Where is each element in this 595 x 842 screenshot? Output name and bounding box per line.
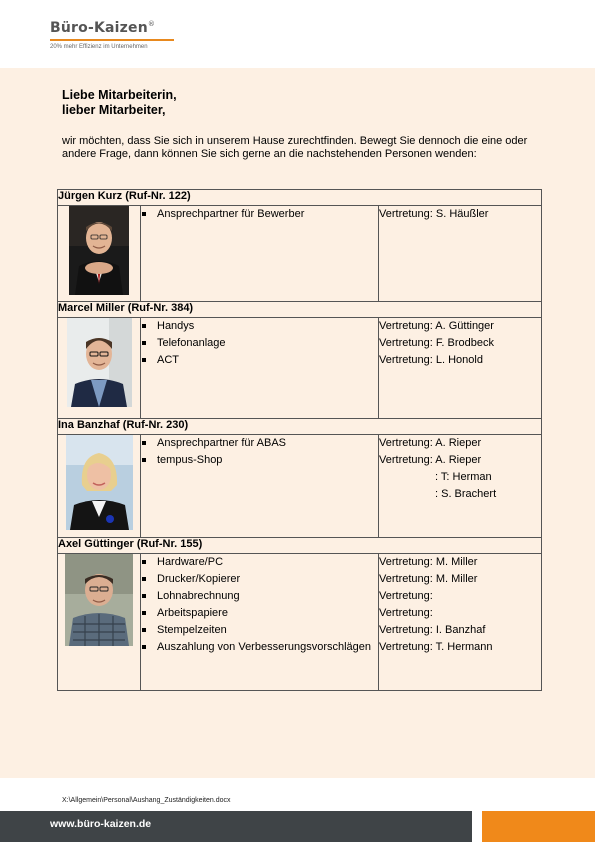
logo-underline bbox=[50, 39, 174, 41]
contacts-table bbox=[57, 189, 542, 691]
representatives-cell bbox=[379, 435, 542, 538]
logo-name: Büro-Kaizen bbox=[50, 20, 148, 36]
photo-cell bbox=[58, 554, 141, 691]
photo-cell bbox=[58, 318, 141, 419]
document-path: X:\Allgemein\Personal\Aushang_Zuständigkeiten.docx bbox=[62, 797, 231, 804]
logo-tagline: 20% mehr Effizienz im Unternehmen bbox=[50, 44, 148, 50]
task-item: Arbeitspapiere bbox=[141, 605, 378, 622]
representatives-cell bbox=[379, 318, 542, 419]
representative-item: : T: Herman bbox=[435, 471, 492, 483]
tasks-cell bbox=[141, 206, 379, 302]
task-item: Lohnabrechnung bbox=[141, 588, 378, 605]
representative-item: Vertretung: M. Miller bbox=[379, 556, 478, 568]
representative-item: Vertretung: bbox=[379, 607, 433, 619]
representative-item: Vertretung: S. Häußler bbox=[379, 208, 489, 220]
company-logo bbox=[50, 20, 155, 36]
task-item: Telefonanlage bbox=[141, 335, 378, 352]
tasks-cell bbox=[141, 318, 379, 419]
contact-photo bbox=[65, 554, 133, 646]
task-item: Ansprechpartner für ABAS bbox=[141, 435, 378, 452]
registered-mark: ® bbox=[147, 20, 156, 28]
greeting bbox=[62, 88, 177, 118]
contact-photo bbox=[69, 206, 129, 295]
contact-name: Ina Banzhaf (Ruf-Nr. 230) bbox=[58, 419, 542, 435]
representative-item: Vertretung: F. Brodbeck bbox=[379, 337, 494, 349]
task-item: Handys bbox=[141, 318, 378, 335]
task-list bbox=[141, 435, 378, 469]
page-header bbox=[0, 0, 595, 68]
greeting-line-2: lieber Mitarbeiter, bbox=[62, 103, 166, 117]
task-list bbox=[141, 206, 378, 223]
footer-accent-block bbox=[482, 811, 595, 842]
representative-item: Vertretung: A. Güttinger bbox=[379, 320, 494, 332]
contact-name-row bbox=[58, 190, 542, 206]
representative-item: Vertretung: T. Hermann bbox=[379, 641, 493, 653]
task-item: Drucker/Kopierer bbox=[141, 571, 378, 588]
representative-item: Vertretung: A. Rieper bbox=[379, 454, 482, 466]
task-item: tempus-Shop bbox=[141, 452, 378, 469]
contact-detail-row bbox=[58, 318, 542, 419]
photo-cell bbox=[58, 435, 141, 538]
tasks-cell bbox=[141, 435, 379, 538]
representative-item: Vertretung: L. Honold bbox=[379, 354, 483, 366]
representative-item: Vertretung: I. Banzhaf bbox=[379, 624, 486, 636]
tasks-cell bbox=[141, 554, 379, 691]
contact-name-row bbox=[58, 538, 542, 554]
representative-item: Vertretung: A. Rieper bbox=[379, 437, 482, 449]
greeting-line-1: Liebe Mitarbeiterin, bbox=[62, 88, 177, 102]
task-item: ACT bbox=[141, 352, 378, 369]
task-item: Ansprechpartner für Bewerber bbox=[141, 206, 378, 223]
task-item: Auszahlung von Verbesserungsvorschlägen bbox=[141, 639, 378, 656]
representative-item: Vertretung: M. Miller bbox=[379, 573, 478, 585]
contact-name-row bbox=[58, 302, 542, 318]
task-list bbox=[141, 554, 378, 656]
representatives-cell bbox=[379, 206, 542, 302]
contact-photo bbox=[67, 318, 132, 407]
intro-text: wir möchten, dass Sie sich in unserem Hause zurechtfinden. Bewegt Sie dennoch die eine oder andere Frage, dann können Sie sich gerne an die nachstehenden Personen wenden: bbox=[62, 135, 528, 160]
photo-cell bbox=[58, 206, 141, 302]
website-link[interactable]: www.büro-kaizen.de bbox=[50, 818, 152, 830]
task-list bbox=[141, 318, 378, 369]
contact-photo bbox=[66, 435, 133, 530]
contact-detail-row bbox=[58, 206, 542, 302]
task-item: Stempelzeiten bbox=[141, 622, 378, 639]
contact-name: Jürgen Kurz (Ruf-Nr. 122) bbox=[58, 190, 542, 206]
contact-detail-row bbox=[58, 435, 542, 538]
contact-name: Axel Güttinger (Ruf-Nr. 155) bbox=[58, 538, 542, 554]
representatives-cell bbox=[379, 554, 542, 691]
representative-item: Vertretung: bbox=[379, 590, 433, 602]
contact-name-row bbox=[58, 419, 542, 435]
task-item: Hardware/PC bbox=[141, 554, 378, 571]
contact-detail-row bbox=[58, 554, 542, 691]
contact-name: Marcel Miller (Ruf-Nr. 384) bbox=[58, 302, 542, 318]
representative-item: : S. Brachert bbox=[435, 488, 497, 500]
